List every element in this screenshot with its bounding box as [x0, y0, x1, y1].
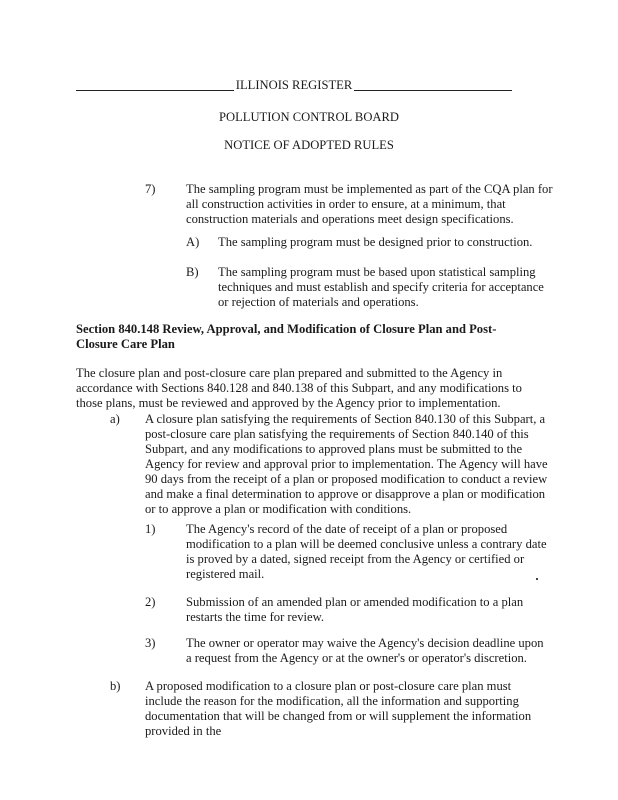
- subsection-a-label: a): [110, 412, 120, 426]
- item-7b-text: The sampling program must be based upon statistical sampling techniques and must establish and specify criteria for acceptance or rejection of materials and operations.: [218, 265, 544, 309]
- subsection-b-label: b): [110, 679, 121, 693]
- item-a2-label: 2): [145, 595, 156, 609]
- register-title: ILLINOIS REGISTER: [235, 78, 353, 92]
- item-a1-label: 1): [145, 522, 156, 536]
- item-7-text: The sampling program must be implemented as part of the CQA plan for all construction activities in order to ensure, at a minimum, that construction materials and operations meet design specifications.: [186, 182, 553, 226]
- item-a3-text: The owner or operator may waive the Agency's decision deadline upon a request from the Agency or at the owner's or operator's discretion.: [186, 636, 544, 665]
- subsection-b-text: A proposed modification to a closure plan or post-closure care plan must include the reason for the modification, all the information and supporting documentation that will be changed from or will supplement the information provided in the: [145, 679, 532, 738]
- item-7b-label: B): [186, 265, 199, 279]
- scan-speck: [536, 578, 538, 580]
- section-heading: Section 840.148 Review, Approval, and Modification of Closure Plan and Post-Closure Care Plan: [76, 322, 497, 351]
- notice-title: NOTICE OF ADOPTED RULES: [224, 138, 394, 152]
- item-7a-label: A): [186, 235, 200, 249]
- register-header: [76, 78, 512, 96]
- item-7-number: 7): [145, 182, 156, 196]
- item-a1-text: The Agency's record of the date of receipt of a plan or proposed modification to a plan will be deemed conclusive unless a contrary date is proved by a dated, signed receipt from the Agency or certified or registered mail.: [186, 522, 547, 581]
- subsection-a-text: A closure plan satisfying the requirements of Section 840.130 of this Subpart, a post-closure care plan satisfying the requirements of Section 840.140 of this Subpart, and any modifications to approved plans must be submitted to the Agency for review and approval prior to implementation. The Agency will have 90 days from the receipt of a plan or proposed modification to conduct a review and make a final determination to approve or disapprove a plan or modification or to approve a plan or modification with conditions.: [145, 412, 548, 516]
- item-a3-label: 3): [145, 636, 156, 650]
- item-7a-text: The sampling program must be designed prior to construction.: [218, 235, 533, 249]
- section-intro: The closure plan and post-closure care plan prepared and submitted to the Agency in accordance with Sections 840.128 and 840.138 of this Subpart, and any modifications to those plans, must be reviewed and approved by the Agency prior to implementation.: [76, 366, 522, 410]
- board-name: POLLUTION CONTROL BOARD: [218, 110, 400, 124]
- item-a2-text: Submission of an amended plan or amended modification to a plan restarts the time for review.: [186, 595, 524, 624]
